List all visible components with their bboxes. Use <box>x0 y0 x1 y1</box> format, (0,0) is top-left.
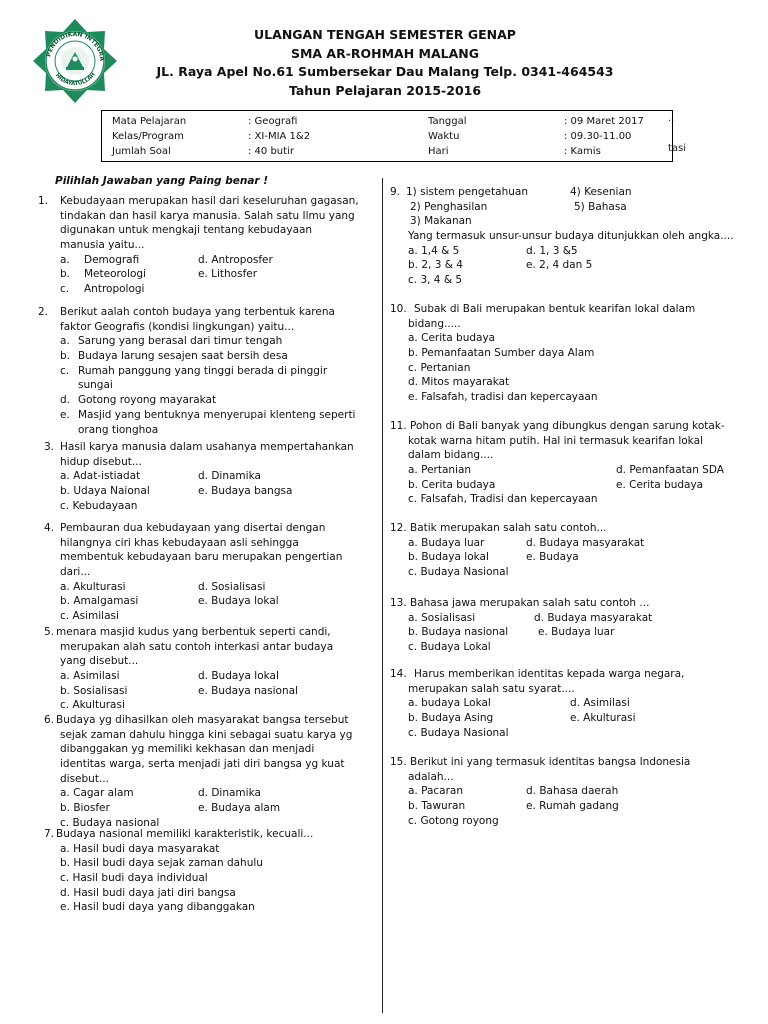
question-number: 14. <box>390 668 407 680</box>
time-label: Waktu <box>428 131 460 142</box>
question-text: Berikut ini yang termasuk identitas bangsa Indonesia <box>410 756 691 768</box>
item-4: 4) Kesenian <box>570 186 632 198</box>
option-c[interactable]: c. Gotong royong <box>408 814 499 827</box>
option-c[interactable]: c. Asimilasi <box>60 610 119 623</box>
question-text: manusia yaitu... <box>60 239 145 252</box>
option-d[interactable]: d. Sosialisasi <box>198 580 266 593</box>
question-text: Hasil karya manusia dalam usahanya mempertahankan <box>60 441 354 453</box>
option-d[interactable]: d. Bahasa daerah <box>526 785 619 798</box>
question-text: bidang..... <box>408 317 461 330</box>
question-number: 7. <box>44 828 55 840</box>
subject-value: : Geografi <box>248 116 298 127</box>
question-text: dibanggakan yg memiliki kekhasan dan menjadi <box>60 743 315 756</box>
option-c[interactable]: c. Falsafah, Tradisi dan kepercayaan <box>408 493 598 506</box>
question-1 <box>38 194 378 297</box>
question-text: kotak warna hitam putih. Hal ini termasuk kearifan lokal <box>408 434 703 447</box>
option-c-letter: c. <box>60 283 70 296</box>
question-text: disebut... <box>60 772 109 785</box>
question-text: Yang termasuk unsur-unsur budaya ditunjukkan oleh angka.... <box>408 230 734 243</box>
question-text: adalah... <box>408 770 454 783</box>
question-11 <box>390 419 760 507</box>
day-value: : Kamis <box>564 146 601 157</box>
day-label: Hari <box>428 146 449 157</box>
option-b[interactable]: b. Budaya lokal <box>408 551 489 564</box>
question-number: 6. <box>44 714 55 726</box>
question-number: 11. <box>390 420 407 432</box>
option-b[interactable]: b. Tawuran <box>408 800 466 813</box>
option-e[interactable]: e. Hasil budi daya yang dibanggakan <box>60 901 255 914</box>
question-text: digunakan untuk mengkaji tentang kebudayaan <box>60 224 313 237</box>
svg-text:HIDAYATULLAH: HIDAYATULLAH <box>53 71 97 88</box>
option-a[interactable]: a. Sosialisasi <box>408 611 476 624</box>
option-a-letter: a. <box>60 253 70 266</box>
option-a[interactable]: a. Budaya luar <box>408 536 485 549</box>
question-text: membentuk kebudayaan baru merupakan pengertian <box>60 551 343 564</box>
question-text: Budaya nasional memiliki karakteristik, kecuali... <box>56 828 314 840</box>
exam-info-box <box>101 110 673 162</box>
question-2 <box>38 305 378 437</box>
option-d[interactable]: d. Budaya lokal <box>198 670 279 683</box>
option-b[interactable]: b. Pemanfaatan Sumber daya Alam <box>408 347 595 360</box>
svg-text:PENDIDIKAN INTEGRAL: PENDIDIKAN INTEGRA <box>45 30 106 62</box>
option-d[interactable]: d. 1, 3 &5 <box>526 244 578 257</box>
class-value: : XI-MIA 1&2 <box>248 131 311 142</box>
option-a[interactable]: a. Pacaran <box>408 785 464 798</box>
option-b[interactable]: Budaya larung sesajen saat bersih desa <box>78 350 288 363</box>
option-d[interactable]: d. Asimilasi <box>570 697 630 710</box>
option-b-letter: b. <box>60 350 71 363</box>
question-number: 15. <box>390 756 407 768</box>
option-c[interactable]: c. Budaya Lokal <box>408 641 491 654</box>
option-d[interactable]: d. Budaya masyarakat <box>534 611 653 624</box>
question-number: 1. <box>38 195 49 207</box>
option-c[interactable]: c. Budaya nasional <box>60 816 160 829</box>
question-10 <box>390 302 760 405</box>
question-3 <box>44 440 384 513</box>
question-5 <box>44 625 384 713</box>
option-d[interactable]: d. Mitos mayarakat <box>408 376 510 389</box>
option-e[interactable]: e. Lithosfer <box>198 268 258 281</box>
option-a[interactable]: a. Cerita budaya <box>408 332 496 345</box>
option-c[interactable]: c. Akulturasi <box>60 699 125 712</box>
question-text: yang disebut... <box>60 655 139 668</box>
option-e-letter: e. <box>60 408 70 421</box>
option-e[interactable]: e. Budaya bangsa <box>198 485 293 498</box>
school-address: JL. Raya Apel No.61 Sumbersekar Dau Malang Telp. 0341-464543 <box>156 64 614 79</box>
option-b[interactable]: b. Cerita budaya <box>408 478 496 491</box>
question-text: merupakan salah satu syarat.... <box>408 682 575 695</box>
question-text: Batik merupakan salah satu contoh... <box>410 522 607 534</box>
option-b-letter: b. <box>60 268 71 281</box>
question-text: Kebudayaan merupakan hasil dari keseluruhan gagasan, <box>60 195 359 207</box>
school-name: SMA AR-ROHMAH MALANG <box>290 45 480 61</box>
option-c[interactable]: Antropologi <box>84 283 145 296</box>
option-a[interactable]: a. Akulturasi <box>60 580 126 593</box>
option-d[interactable]: d. Hasil budi daya jati diri bangsa <box>60 886 236 899</box>
option-e[interactable]: e. Cerita budaya <box>616 478 704 491</box>
exam-header <box>140 26 630 100</box>
option-e[interactable]: e. 2, 4 dan 5 <box>526 259 593 272</box>
time-value: : 09.30-11.00 <box>564 131 632 142</box>
option-e[interactable]: e. Rumah gadang <box>526 800 619 813</box>
item-5: 5) Bahasa <box>574 200 627 213</box>
question-text: Subak di Bali merupakan bentuk kearifan lokal dalam <box>414 303 696 315</box>
school-logo-icon <box>32 18 118 104</box>
option-c[interactable]: c. Kebudayaan <box>60 499 138 512</box>
option-a-letter: a. <box>60 335 70 348</box>
option-e[interactable]: Masjid yang bentuknya menyerupai klenteng seperti <box>78 408 356 421</box>
option-b[interactable]: b. Biosfer <box>60 802 110 815</box>
option-d[interactable]: d. Budaya masyarakat <box>526 536 645 549</box>
date-label: Tanggal <box>428 116 467 127</box>
option-c[interactable]: c. 3, 4 & 5 <box>408 274 463 287</box>
question-text: identitas warga, serta menjadi jati diri bangsa yg kuat <box>60 758 345 771</box>
option-c[interactable]: c. Hasil budi daya individual <box>60 872 208 885</box>
overlap-text: .. <box>668 113 675 124</box>
option-e[interactable]: e. Budaya lokal <box>198 595 279 608</box>
subject-label: Mata Pelajaran <box>112 116 187 127</box>
option-c-cont: sungai <box>78 379 113 392</box>
question-text: Berikut aalah contoh budaya yang terbentuk karena <box>60 306 335 318</box>
option-c[interactable]: c. Budaya Nasional <box>408 726 509 739</box>
option-e[interactable]: e. Falsafah, tradisi dan kepercayaan <box>408 391 598 404</box>
question-text: dari... <box>60 566 91 579</box>
option-a[interactable]: a. Asimilasi <box>60 670 120 683</box>
option-d[interactable]: d. Dinamika <box>198 470 261 483</box>
option-c-letter: c. <box>60 364 70 377</box>
question-number: 5. <box>44 626 55 638</box>
question-number: 4. <box>44 522 55 534</box>
count-value: : 40 butir <box>248 146 294 157</box>
option-b[interactable]: b. Amalgamasi <box>60 595 139 608</box>
option-a[interactable]: a. Hasil budi daya masyarakat <box>60 842 220 855</box>
question-text: Pembauran dua kebudayaan yang disertai dengan <box>60 522 326 534</box>
option-a[interactable]: Demografi <box>84 253 140 266</box>
option-d[interactable]: d. Dinamika <box>198 787 261 800</box>
question-6 <box>44 713 384 831</box>
question-text: faktor Geografis (kondisi lingkungan) yaitu... <box>60 320 295 333</box>
option-a[interactable]: a. 1,4 & 5 <box>408 244 460 257</box>
question-text: hidup disebut... <box>60 455 142 468</box>
exam-title: ULANGAN TENGAH SEMESTER GENAP <box>254 27 516 42</box>
question-number: 12. <box>390 522 407 534</box>
question-14 <box>390 667 760 740</box>
option-a[interactable]: a. Cagar alam <box>60 787 134 800</box>
question-7 <box>44 827 384 915</box>
question-text: Harus memberikan identitas kepada warga negara, <box>414 668 685 680</box>
school-year: Tahun Pelajaran 2015-2016 <box>288 82 482 98</box>
question-number: 2. <box>38 306 49 318</box>
class-label: Kelas/Program <box>112 131 184 142</box>
item-3: 3) Makanan <box>410 215 472 228</box>
question-number: 10. <box>390 303 407 315</box>
option-e[interactable]: e. Budaya alam <box>198 802 281 815</box>
option-b[interactable]: b. Udaya Naional <box>60 485 150 498</box>
question-number: 3. <box>44 441 55 453</box>
option-c[interactable]: c. Pertanian <box>408 361 471 374</box>
question-12 <box>390 521 760 580</box>
question-15 <box>390 755 760 828</box>
item-1: 1) sistem pengetahuan <box>406 186 528 198</box>
option-b[interactable]: b. Budaya nasional <box>408 626 509 639</box>
question-text: dalam bidang.... <box>408 449 494 462</box>
question-number: 9. <box>390 186 401 198</box>
option-a[interactable]: a. Pertanian <box>408 464 472 477</box>
option-b[interactable]: b. Budaya Asing <box>408 712 494 725</box>
question-9 <box>390 185 760 288</box>
question-text: Budaya yg dihasilkan oleh masyarakat bangsa tersebut <box>56 714 349 726</box>
option-b[interactable]: b. Sosialisasi <box>60 684 128 697</box>
instruction: Pilihlah Jawaban yang Paing benar ! <box>55 175 269 187</box>
question-text: merupakan alah satu contoh interkasi antar budaya <box>60 640 334 653</box>
question-number: 13. <box>390 597 407 609</box>
option-d-letter: d. <box>60 394 71 407</box>
option-b[interactable]: b. 2, 3 & 4 <box>408 259 463 272</box>
option-a[interactable]: a. budaya Lokal <box>408 697 491 710</box>
count-label: Jumlah Soal <box>112 146 171 157</box>
question-text: tindakan dan hasil karya manusia. Salah satu Ilmu yang <box>60 209 355 222</box>
question-text: Bahasa jawa merupakan salah satu contoh ... <box>410 597 650 609</box>
option-e[interactable]: e. Budaya <box>526 551 579 564</box>
option-b[interactable]: Meteorologi <box>84 268 146 281</box>
option-e[interactable]: e. Budaya nasional <box>198 684 298 697</box>
option-c[interactable]: c. Budaya Nasional <box>408 566 509 579</box>
option-d[interactable]: Gotong royong mayarakat <box>78 394 217 407</box>
option-b[interactable]: b. Hasil budi daya sejak zaman dahulu <box>60 857 263 870</box>
date-value: : 09 Maret 2017 <box>564 116 644 127</box>
question-text: Pohon di Bali banyak yang dibungkus dengan sarung kotak- <box>410 420 725 432</box>
option-e[interactable]: e. Budaya luar <box>538 626 615 639</box>
question-13 <box>390 596 760 655</box>
option-e-cont: orang tionghoa <box>78 423 159 436</box>
option-a[interactable]: Sarung yang berasal dari timur tengah <box>78 335 283 348</box>
overlap-text: tasi <box>668 143 687 154</box>
item-2: 2) Penghasilan <box>410 200 488 213</box>
question-text: menara masjid kudus yang berbentuk seperti candi, <box>56 626 331 638</box>
option-c[interactable]: Rumah panggung yang tinggi berada di pinggir <box>78 364 328 377</box>
option-a[interactable]: a. Adat-istiadat <box>60 470 141 483</box>
question-4 <box>44 521 384 624</box>
option-d[interactable]: d. Pemanfaatan SDA <box>616 464 724 477</box>
question-text: sejak zaman dahulu hingga kini sebagai suatu karya yg <box>60 728 353 741</box>
option-d[interactable]: d. Antroposfer <box>198 253 273 266</box>
question-text: hilangnya ciri khas kebudayaan asli sehingga <box>60 536 299 549</box>
option-e[interactable]: e. Akulturasi <box>570 712 636 725</box>
